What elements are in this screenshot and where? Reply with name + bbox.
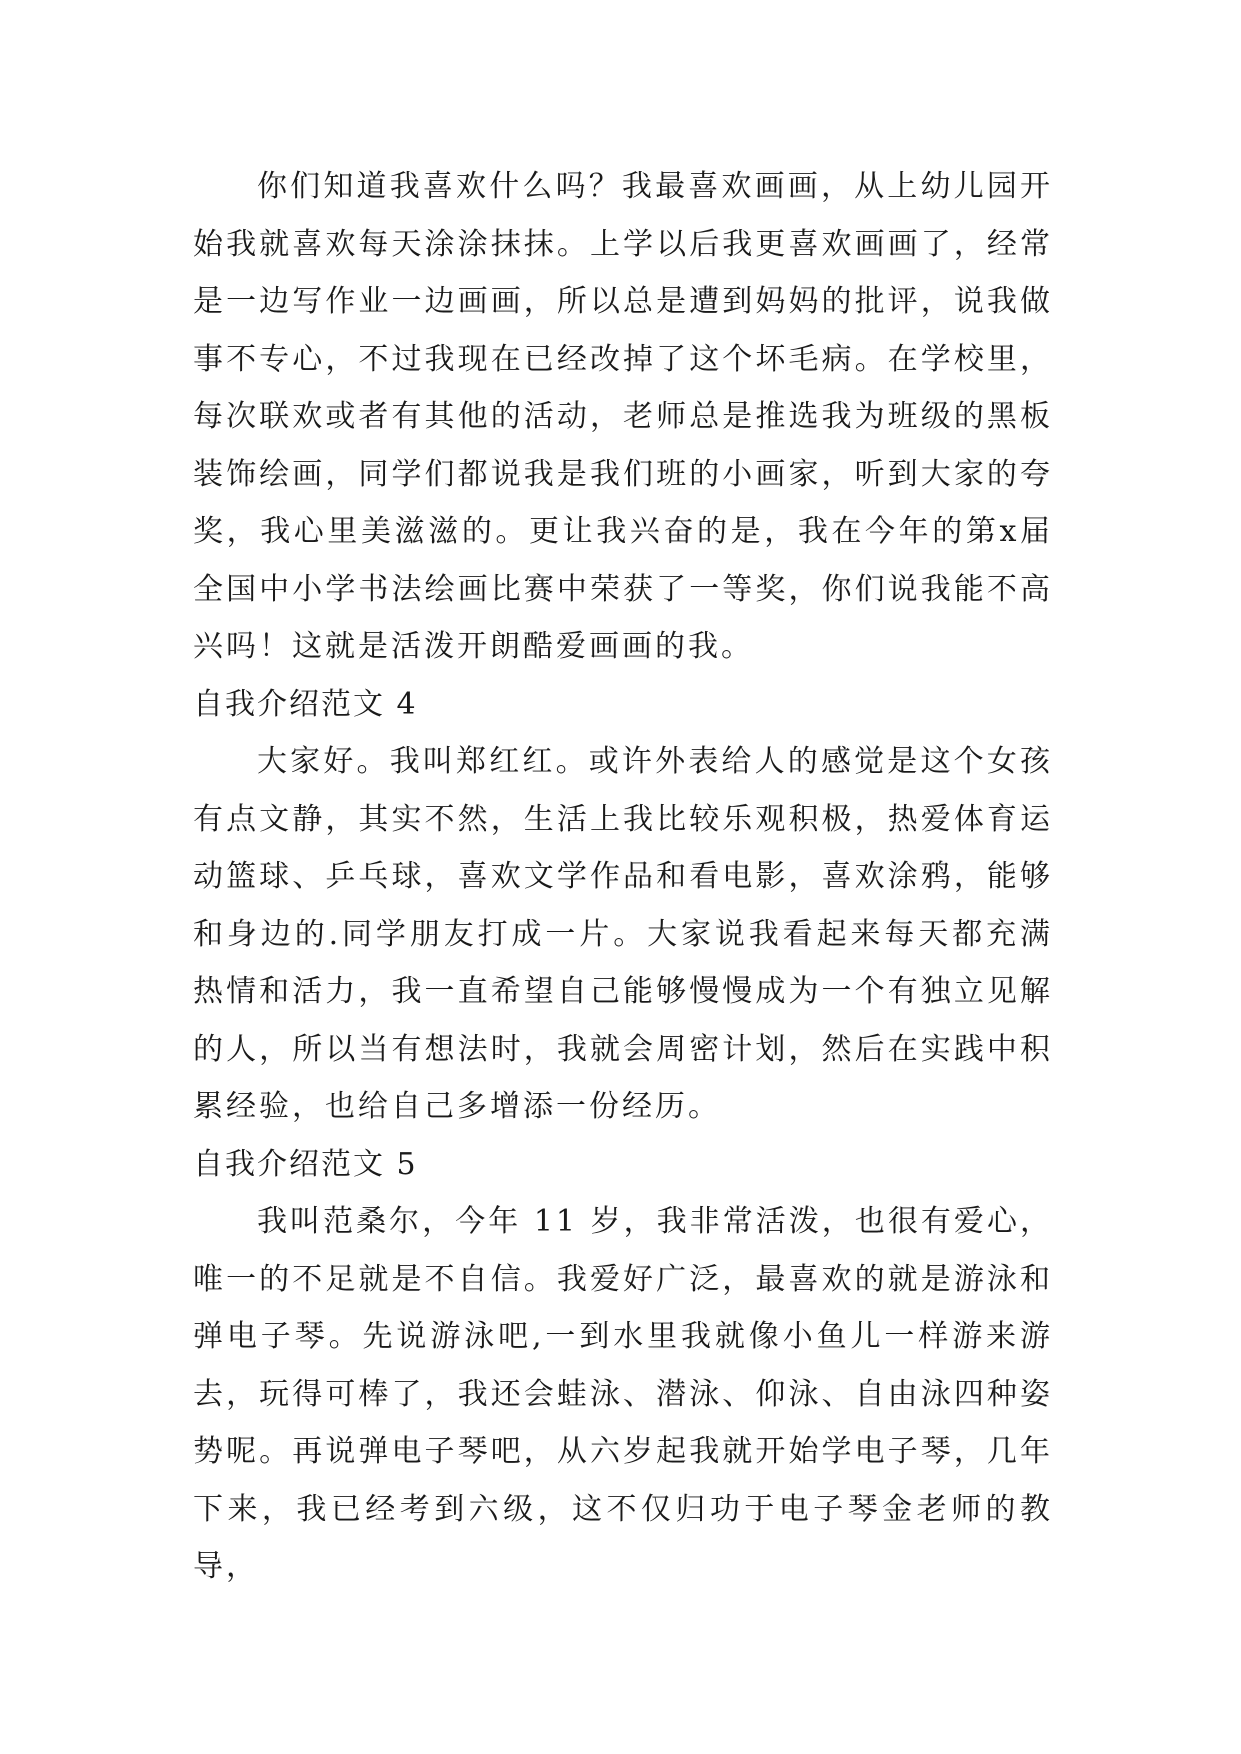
paragraph-fan-sanger: 我叫范桑尔，今年 11 岁，我非常活泼，也很有爱心，唯一的不足就是不自信。我爱好广泛，最喜欢的就是游泳和弹电子琴。先说游泳吧,一到水里我就像小鱼儿一样游来游去，玩得可棒了，我还会蛙泳、潜泳、仰泳、自由泳四种姿势呢。再说弹电子琴吧，从六岁起我就开始学电子琴，几年下来，我已经考到六级，这不仅归功于电子琴金老师的教导， [193,1204,1053,1584]
paragraph-zheng-honghong: 大家好。我叫郑红红。或许外表给人的感觉是这个女孩有点文静，其实不然，生活上我比较乐观积极，热爱体育运动篮球、乒乓球，喜欢文学作品和看电影，喜欢涂鸦，能够和身边的.同学朋友打成一片。大家说我看起来每天都充满热情和活力，我一直希望自己能够慢慢成为一个有独立见解的人，所以当有想法时，我就会周密计划，然后在实践中积累经验，也给自己多增添一份经历。 [193,744,1053,1124]
paragraph-drawing: 你们知道我喜欢什么吗？我最喜欢画画，从上幼儿园开始我就喜欢每天涂涂抹抹。上学以后我更喜欢画画了，经常是一边写作业一边画画，所以总是遭到妈妈的批评，说我做事不专心，不过我现在已经改掉了这个坏毛病。在学校里，每次联欢或者有其他的活动，老师总是推选我为班级的黑板装饰绘画，同学们都说我是我们班的小画家，听到大家的夸奖，我心里美滋滋的。更让我兴奋的是，我在今年的第x届全国中小学书法绘画比赛中荣获了一等奖，你们说我能不高兴吗！这就是活泼开朗酷爱画画的我。 [193,169,1053,664]
document-body [193,158,1053,1596]
section-heading-4: 自我介绍范文 4 [193,686,418,722]
section-heading-5: 自我介绍范文 5 [193,1146,418,1182]
